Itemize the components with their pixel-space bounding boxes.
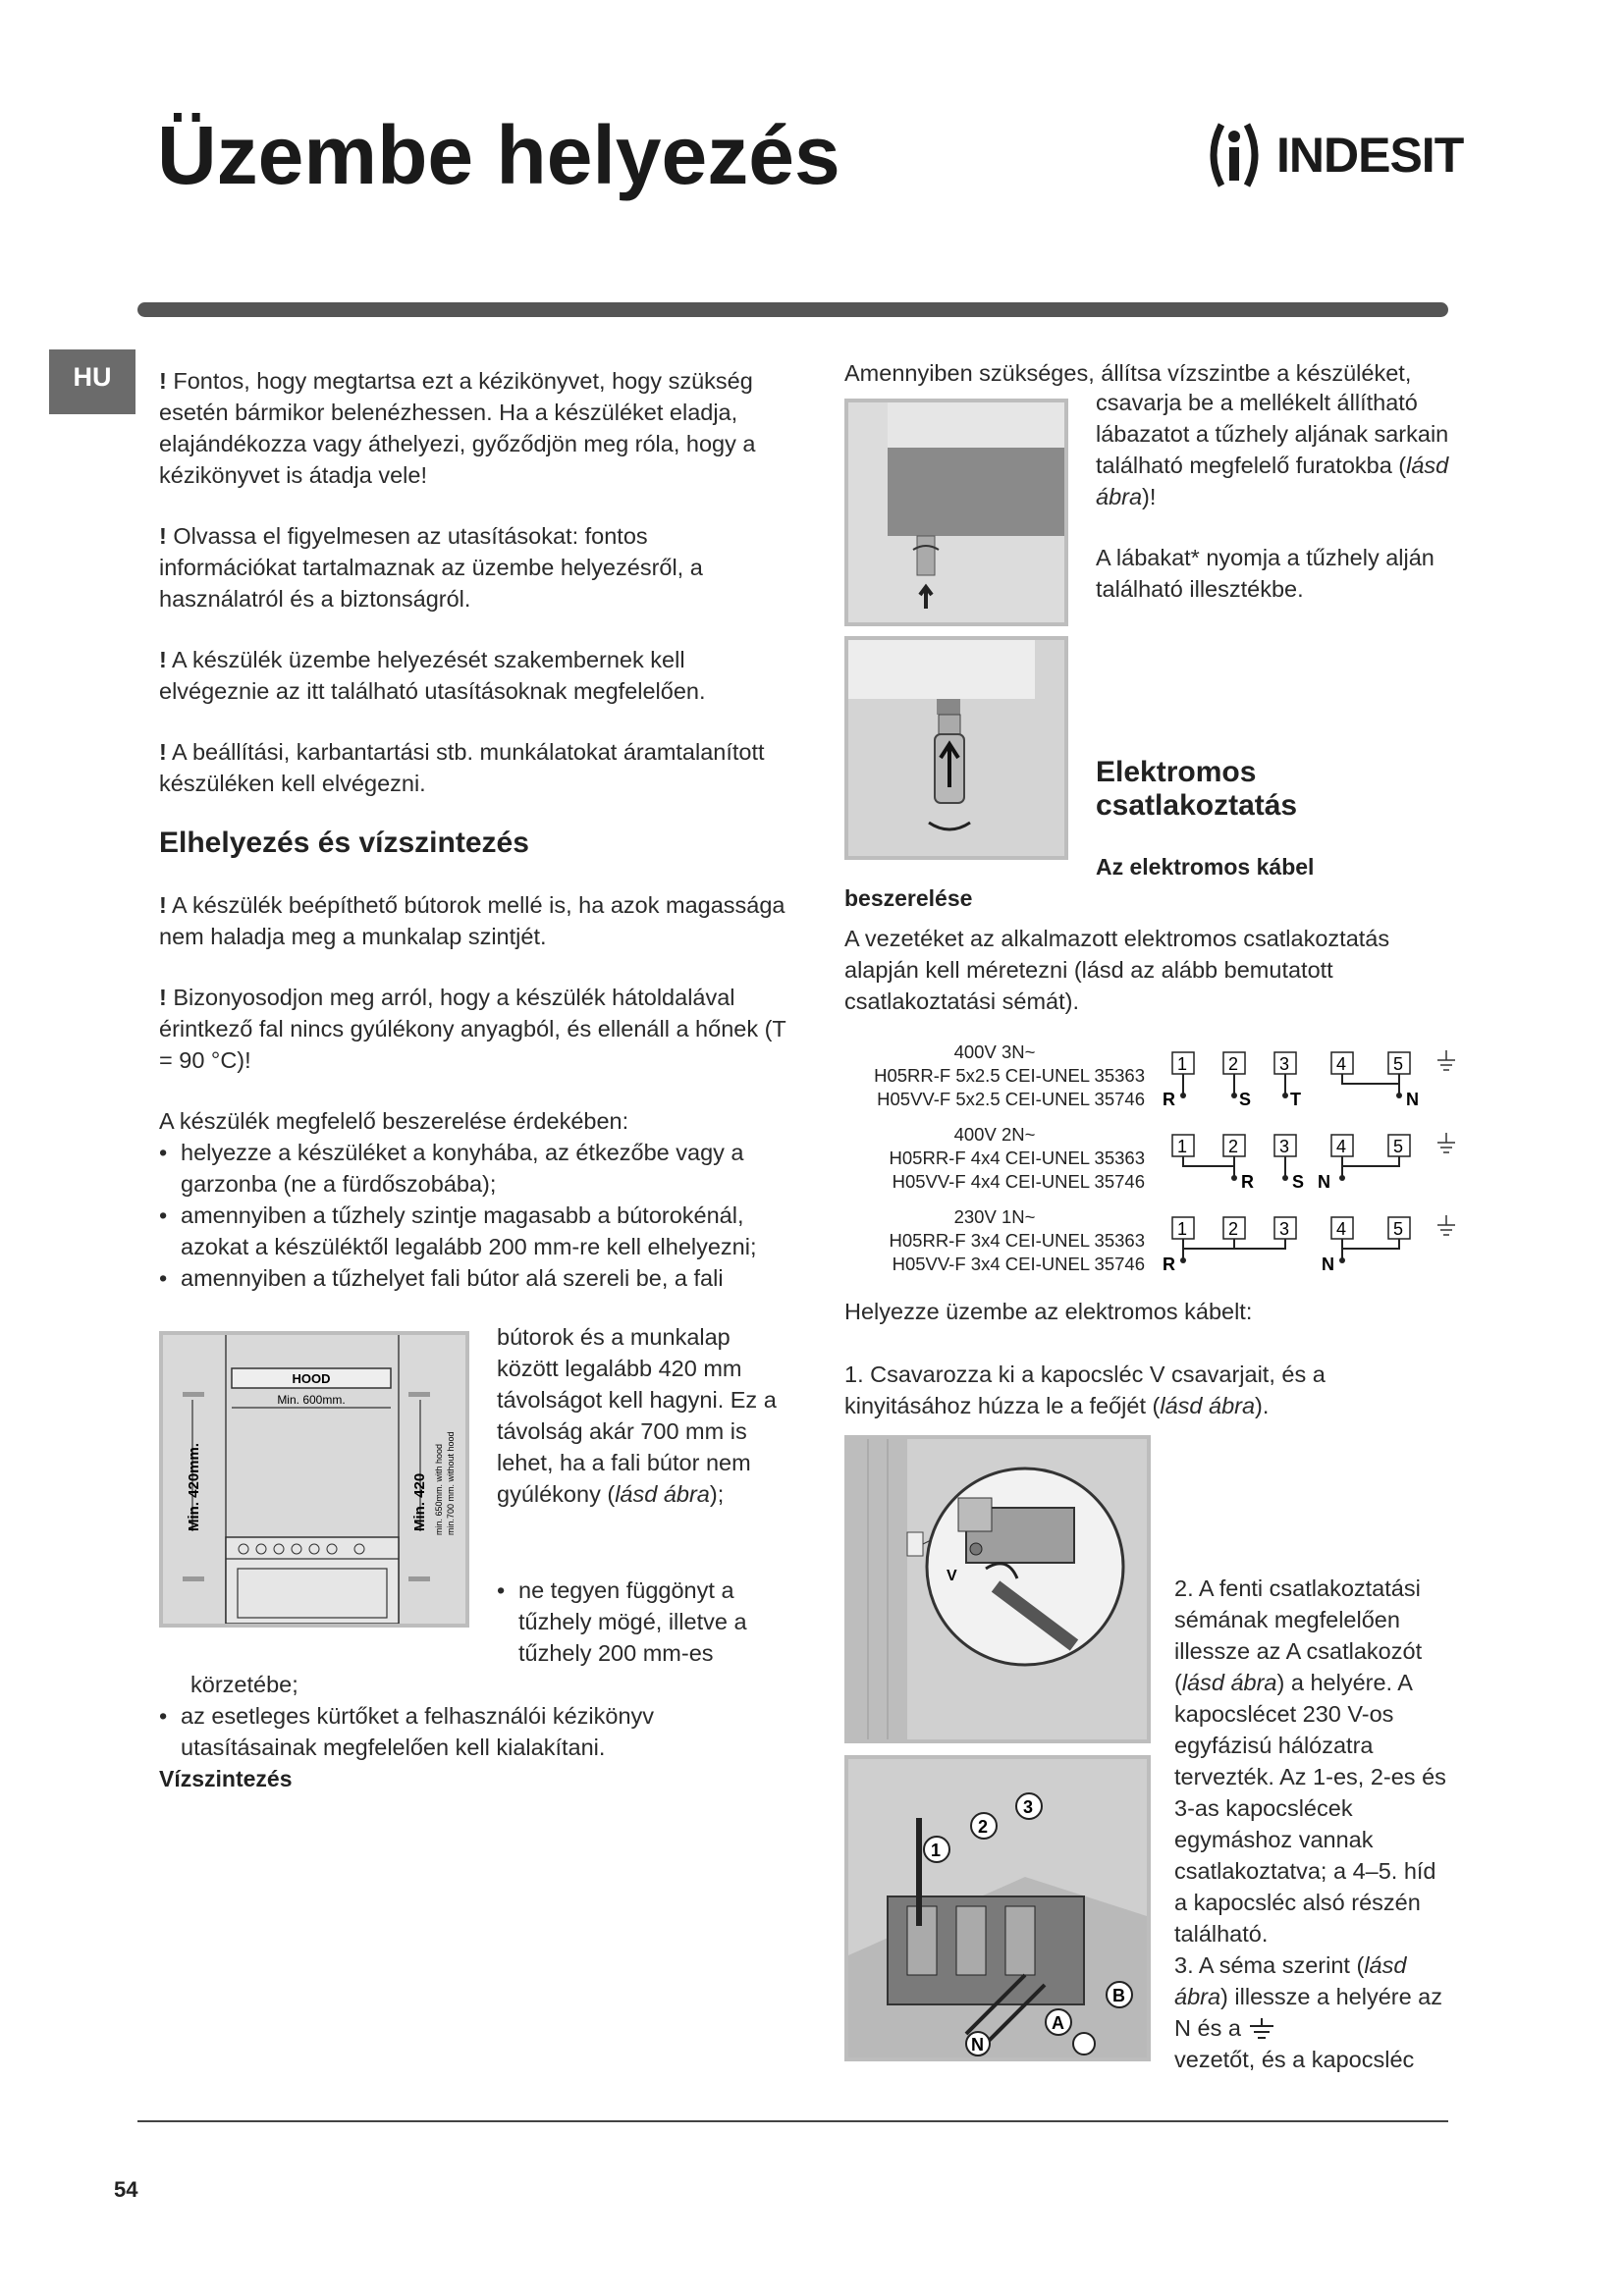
brand-logo [1200, 116, 1463, 194]
language-badge: HU [49, 349, 135, 414]
lower-list [159, 1669, 787, 1794]
cable-heading-2: beszerelése [844, 885, 973, 911]
bullet-curtain: • ne tegyen függönyt a tűzhely mögé, illetve a tűzhely 200 mm-es [497, 1575, 791, 1669]
leveling-foot-drawing [848, 640, 1064, 856]
ground-icon [1437, 1050, 1455, 1070]
wiring-scheme-3phase [1163, 1050, 1455, 1109]
step-2-text: 2. A fenti csatlakoztatási sémának megfelelően illessze az A csatlakozót (lásd ábra) a helyére. A kapocslécet 230 V-os egyfázisú hálózatra tervezték. Az 1-es, 2-es és 3-as kapocslécek egymáshoz vannak csatlakoztatva; a 4–5. híd a kapocsléc alsó részén található. [1174, 1575, 1446, 1947]
terminal-4: 4 [1336, 1219, 1347, 1239]
leveling-heading: Vízszintezés [159, 1766, 293, 1791]
label-b: B [1112, 1986, 1125, 2005]
cable-heading-1: Az elektromos kábel [1096, 854, 1315, 880]
terminal-wiring-diagram [1155, 1044, 1459, 1280]
note-unplug: ! A beállítási, karbantartási stb. munkálatokat áramtalanított készüléken kell elvégezni. [159, 739, 765, 796]
terminal-1: 1 [1177, 1219, 1188, 1239]
label-3: 3 [1023, 1797, 1034, 1817]
connection-spec-1: 400V 3N~ H05RR-F 5x2.5 CEI-UNEL 35363 H05VV-F 5x2.5 CEI-UNEL 35746 [874, 1041, 1145, 1109]
terminal-3: 3 [1279, 1219, 1290, 1239]
leveling-photo-bottom [844, 636, 1068, 860]
terminal-connection-drawing [848, 1759, 1147, 2057]
label-1: 1 [931, 1841, 942, 1860]
step-1-text: 1. Csavarozza ki a kapocsléc V csavarjait, és a kinyitásához húzza le a feőjét (lásd ábra). [844, 1362, 1326, 1418]
terminal-5: 5 [1393, 1137, 1404, 1156]
bullet-chimney: • az esetleges kürtőket a felhasználói kézikönyv utasításainak megfelelően kell kialakítani. [159, 1700, 787, 1763]
bullet-wall-cabinet: • amennyiben a tűzhelyet fali bútor alá szereli be, a fali [159, 1262, 787, 1294]
leveling-photo-top [844, 399, 1068, 626]
note-read-instructions: ! Olvassa el figyelmesen az utasításokat: fontos információkat tartalmaznak az üzembe helyezésről, a használatról és a biztonságról. [159, 523, 703, 612]
label-a: A [1052, 2013, 1064, 2033]
step-3-text-end: vezetőt, és a kapocsléc [1174, 2047, 1415, 2072]
terminal-3: 3 [1279, 1137, 1290, 1156]
note-wall-heat: ! Bizonyosodjon meg arról, hogy a készülék hátoldalával érintkező fal nincs gyúlékony anyagból, és ellenáll a hőnek (T = 90 °C)! [159, 985, 786, 1073]
note-professional: ! A készülék üzembe helyezését szakembernek kell elvégeznie az itt található utasításoknak megfelelően. [159, 647, 706, 704]
hood-clearance-diagram [159, 1331, 469, 1628]
terminal-3: 3 [1279, 1054, 1290, 1074]
ground-icon [1437, 1133, 1455, 1152]
label-2: 2 [978, 1817, 989, 1837]
terminal-box-drawing [848, 1439, 1147, 1739]
connection-spec-2: 400V 2N~ H05RR-F 4x4 CEI-UNEL 35363 H05VV-F 4x4 CEI-UNEL 35746 [889, 1124, 1145, 1192]
terminal-5: 5 [1393, 1219, 1404, 1239]
footer-divider [137, 2120, 1448, 2122]
ground-icon [1437, 1215, 1455, 1235]
bullet-wall-cabinet-side: bútorok és a munkalap között legalább 420 mm távolságot kell hagyni. Ez a távolság akár 700 mm is lehet, ha a fali bútor nem gyúlékony (lásd ábra); [497, 1324, 777, 1507]
label-t-1: T [1290, 1090, 1301, 1109]
list-intro: A készülék megfelelő beszerelése érdekében: [159, 1108, 629, 1134]
label-n-3: N [1322, 1255, 1334, 1274]
terminal-2: 2 [1228, 1219, 1239, 1239]
wiring-scheme-2phase [1172, 1133, 1455, 1192]
min420-label: Min. 420mm. [186, 1442, 202, 1531]
brand-name: INDESIT [1276, 128, 1464, 183]
min650-label: min. 650mm. with hood [434, 1443, 444, 1535]
step-3-text: 3. A séma szerint (lásd ábra) illessze a helyére az N és a [1174, 1952, 1443, 2041]
min700-label: min.700 mm. without hood [446, 1431, 456, 1535]
hood-diagram-drawing [163, 1335, 465, 1624]
page-number: 54 [114, 2177, 138, 2202]
terminal-1: 1 [1177, 1137, 1188, 1156]
min600-label: Min. 600mm. [277, 1393, 346, 1407]
electrical-heading: Elektromos csatlakoztatás [1096, 756, 1298, 822]
label-v: V [947, 1568, 957, 1584]
terminal-1: 1 [1177, 1054, 1188, 1074]
header-divider [137, 302, 1448, 317]
cable-text: A vezetéket az alkalmazott elektromos csatlakoztatás alapján kell méretezni (lásd az alább bemutatott csatlakoztatási sémát). [844, 926, 1390, 1014]
label-n-1: N [1406, 1090, 1419, 1109]
placement-notes [159, 889, 787, 1294]
note-furniture: ! A készülék beépíthető bútorok mellé is, ha azok magassága nem haladja meg a munkalap szintjét. [159, 892, 785, 949]
step-2-3-text [1174, 1573, 1455, 2075]
leveling-side-text [1096, 387, 1449, 605]
indesit-logo-icon [1200, 119, 1269, 191]
label-r-2: R [1241, 1172, 1254, 1192]
bullet-height: • amennyiben a tűzhely szintje magasabb a bútorokénál, azokat a készüléktől legalább 200 mm-re kell elhelyezni; [159, 1200, 787, 1262]
terminal-box-photo [844, 1435, 1151, 1743]
hood-label: HOOD [292, 1371, 331, 1386]
wiring-scheme-1phase [1163, 1215, 1455, 1274]
ground-icon [1247, 2018, 1276, 2040]
leveling-feet-drawing [848, 402, 1064, 622]
leveling-step-feet: A lábakat* nyomja a tűzhely alján található illesztékbe. [1096, 545, 1435, 602]
bullet-curtain-end: körzetébe; [190, 1672, 298, 1697]
page-title: Üzembe helyezés [157, 109, 840, 201]
label-r-1: R [1163, 1090, 1175, 1109]
terminal-4: 4 [1336, 1137, 1347, 1156]
label-n-2: N [1318, 1172, 1330, 1192]
terminal-connection-photo [844, 1755, 1151, 2061]
section-heading-placement: Elhelyezés és vízszintezés [159, 827, 529, 859]
note-keep-manual: ! Fontos, hogy megtartsa ezt a kézikönyvet, hogy szükség esetén bármikor belenézhessen. Ha a készüléket eladja, elajándékozza vagy áthelyezi, győződjön meg róla, hogy a kézikönyvet is átadja vele! [159, 368, 756, 488]
label-s-2: S [1292, 1172, 1305, 1192]
place-cable-text: Helyezze üzembe az elektromos kábelt: [844, 1299, 1253, 1324]
bullet-room: • helyezze a készüléket a konyhába, az étkezőbe vagy a garzonba (ne a fürdőszobába); [159, 1137, 787, 1200]
terminal-2: 2 [1228, 1054, 1239, 1074]
label-s-1: S [1239, 1090, 1252, 1109]
connection-spec-3: 230V 1N~ H05RR-F 3x4 CEI-UNEL 35363 H05VV-F 3x4 CEI-UNEL 35746 [889, 1206, 1145, 1274]
intro-notes [159, 365, 787, 799]
leveling-intro: Amennyiben szükséges, állítsa vízszintbe a készüléket, [844, 360, 1412, 386]
label-n-photo: N [971, 2035, 984, 2055]
min420b-label: Min. 420 [411, 1472, 428, 1531]
leveling-step-screw: csavarja be a mellékelt állítható lábazatot a tűzhely aljának sarkain található megfelelő furatokba (lásd ábra)! [1096, 390, 1449, 509]
terminal-4: 4 [1336, 1054, 1347, 1074]
terminal-5: 5 [1393, 1054, 1404, 1074]
label-r-3: R [1163, 1255, 1175, 1274]
terminal-2: 2 [1228, 1137, 1239, 1156]
